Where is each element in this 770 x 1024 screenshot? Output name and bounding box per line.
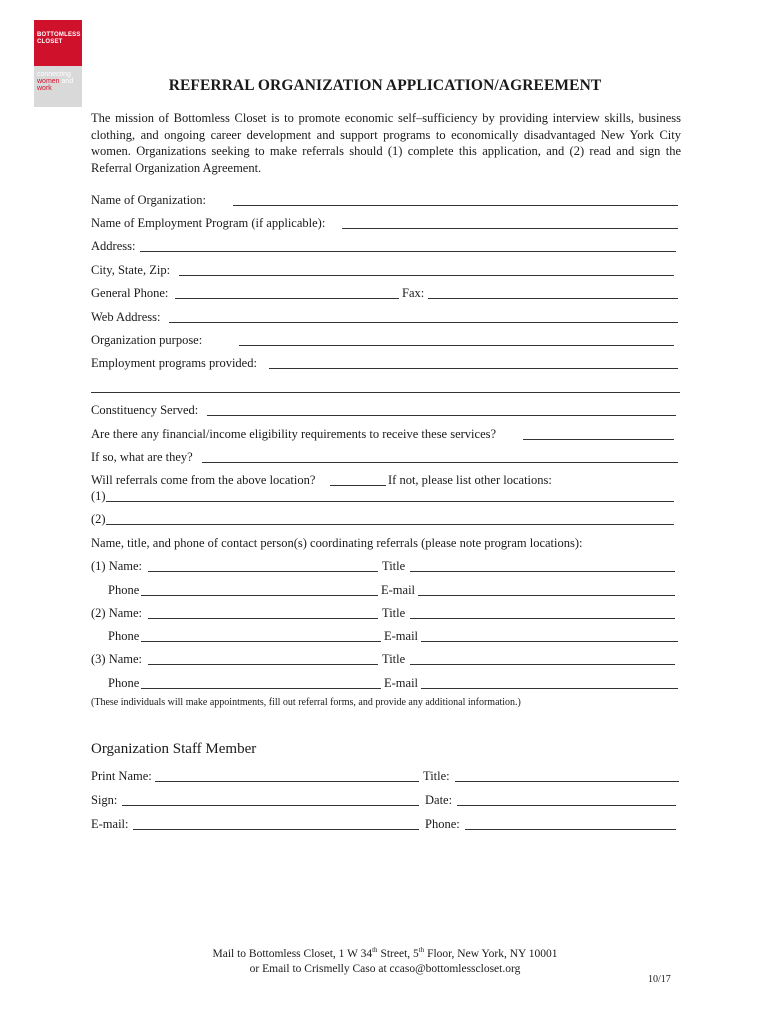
phone-fax-row — [91, 285, 681, 301]
org-name-row — [91, 192, 681, 208]
logo-tagline-and: and — [61, 78, 74, 85]
contact-1-email-field[interactable] — [418, 595, 675, 596]
location-1-field[interactable] — [106, 501, 674, 502]
staff-phone-label: Phone: — [425, 817, 460, 831]
contact-3-phone-row — [108, 675, 698, 691]
referral-location-row — [91, 472, 681, 488]
date-field[interactable] — [457, 805, 676, 806]
footer-line-1 — [0, 943, 770, 962]
sign-label: Sign: — [91, 793, 118, 807]
staff-sign-row — [91, 792, 681, 808]
form-version-code: 10/17 — [648, 974, 671, 985]
eligibility-label: Are there any financial/income eligibility requirements to receive these services? — [91, 427, 497, 441]
location-2-field[interactable] — [106, 524, 674, 525]
contacts-intro: Name, title, and phone of contact person(s) coordinating referrals (please note program locations): — [91, 536, 583, 550]
employment-program-field[interactable] — [342, 228, 678, 229]
contact-3-name-row — [91, 651, 681, 667]
contact-3-phone-field[interactable] — [141, 688, 381, 689]
print-name-field[interactable] — [155, 781, 419, 782]
footer-sup-th-2: th — [418, 946, 425, 954]
general-phone-field[interactable] — [175, 298, 399, 299]
web-address-row — [91, 309, 681, 325]
location-2-row — [91, 511, 681, 527]
staff-name-row — [91, 768, 681, 784]
address-field[interactable] — [140, 251, 676, 252]
constituency-field[interactable] — [207, 415, 676, 416]
other-locations-label: If not, please list other locations: — [388, 473, 552, 487]
city-state-zip-label: City, State, Zip: — [91, 263, 171, 277]
staff-phone-field[interactable] — [465, 829, 676, 830]
contact-3-phone-label: Phone — [108, 676, 140, 690]
eligibility-row — [91, 426, 681, 442]
city-state-zip-field[interactable] — [179, 275, 674, 276]
employment-program-label: Name of Employment Program (if applicable): — [91, 216, 326, 230]
referral-location-field[interactable] — [330, 485, 386, 486]
contact-2-email-field[interactable] — [421, 641, 678, 642]
footer-address-part-3: Floor, New York, NY 10001 — [424, 947, 558, 960]
address-row — [91, 238, 681, 254]
contact-3-title-label: Title — [382, 652, 406, 666]
city-state-zip-row — [91, 262, 681, 278]
programs-provided-label: Employment programs provided: — [91, 356, 257, 370]
contact-2-phone-row — [108, 628, 698, 644]
contact-2-name-field[interactable] — [148, 618, 378, 619]
if-so-field[interactable] — [202, 462, 678, 463]
staff-email-label: E-mail: — [91, 817, 129, 831]
contact-1-email-label: E-mail — [381, 583, 416, 597]
logo-brand-line2: CLOSET — [37, 39, 63, 45]
fax-label: Fax: — [402, 286, 425, 300]
org-purpose-label: Organization purpose: — [91, 333, 203, 347]
mission-paragraph: The mission of Bottomless Closet is to promote economic self–sufficiency by providing interview skills, business clothing, and ongoing career development and support programs to economically disadvantaged New York City women. Organizations seeking to make referrals should (1) complete this application, and (2) read and sign the Referral Organization Agreement. — [91, 111, 681, 175]
contact-1-name-field[interactable] — [148, 571, 378, 572]
contact-1-title-label: Title — [382, 559, 406, 573]
footer-address-part-1: Mail to Bottomless Closet, 1 W 34 — [212, 947, 373, 960]
contact-2-title-label: Title — [382, 606, 406, 620]
contact-1-name-label: (1) Name: — [91, 559, 143, 573]
sign-field[interactable] — [122, 805, 419, 806]
print-name-label: Print Name: — [91, 769, 152, 783]
programs-provided-field-2[interactable] — [91, 392, 680, 393]
fax-field[interactable] — [428, 298, 678, 299]
address-label: Address: — [91, 239, 136, 253]
location-1-label: (1) — [91, 489, 106, 503]
if-so-row — [91, 449, 681, 465]
programs-provided-field[interactable] — [269, 368, 678, 369]
footer-sup-th-1: th — [372, 946, 378, 954]
date-label: Date: — [425, 793, 453, 807]
logo-tagline-1: connecting — [37, 71, 71, 78]
contact-2-phone-field[interactable] — [141, 641, 381, 642]
constituency-row — [91, 402, 681, 418]
employment-program-row — [91, 215, 681, 231]
contact-3-name-field[interactable] — [148, 664, 378, 665]
contact-1-phone-field[interactable] — [141, 595, 378, 596]
contact-3-email-field[interactable] — [421, 688, 678, 689]
contacts-intro-row — [91, 535, 681, 551]
general-phone-label: General Phone: — [91, 286, 169, 300]
contact-3-email-label: E-mail — [384, 676, 419, 690]
contact-2-title-field[interactable] — [410, 618, 675, 619]
programs-provided-row — [91, 355, 681, 371]
contact-2-email-label: E-mail — [384, 629, 419, 643]
web-address-label: Web Address: — [91, 310, 161, 324]
staff-email-row — [91, 816, 681, 832]
if-so-label: If so, what are they? — [91, 450, 193, 464]
footer-address-part-2: Street, 5 — [377, 947, 419, 960]
contacts-note: (These individuals will make appointments, fill out referral forms, and provide any additional information.) — [91, 697, 521, 708]
web-address-field[interactable] — [169, 322, 678, 323]
org-purpose-row — [91, 332, 681, 348]
eligibility-field[interactable] — [523, 439, 674, 440]
footer-mailing-info — [0, 943, 770, 977]
page-title: REFERRAL ORGANIZATION APPLICATION/AGREEMENT — [168, 77, 602, 94]
logo-brand-line1: BOTTOMLESS — [37, 32, 81, 38]
constituency-label: Constituency Served: — [91, 403, 199, 417]
contact-1-name-row — [91, 558, 681, 574]
contact-1-phone-row — [108, 582, 698, 598]
programs-provided-row-2 — [91, 379, 681, 395]
staff-title-label: Title: — [423, 769, 450, 783]
contact-2-name-label: (2) Name: — [91, 606, 143, 620]
contact-2-phone-label: Phone — [108, 629, 140, 643]
staff-title-field[interactable] — [455, 781, 679, 782]
staff-member-heading: Organization Staff Member — [91, 741, 257, 757]
org-name-label: Name of Organization: — [91, 193, 207, 207]
org-name-field[interactable] — [233, 205, 678, 206]
contact-1-phone-label: Phone — [108, 583, 140, 597]
referral-location-label: Will referrals come from the above location? — [91, 473, 316, 487]
contact-3-name-label: (3) Name: — [91, 652, 143, 666]
contact-2-name-row — [91, 605, 681, 621]
footer-line-2: or Email to Crismelly Caso at ccaso@bottomlesscloset.org — [249, 962, 521, 975]
location-1-row — [91, 488, 681, 504]
logo-tagline-women: women — [37, 78, 60, 85]
contact-3-title-field[interactable] — [410, 664, 675, 665]
org-purpose-field[interactable] — [239, 345, 674, 346]
logo-tagline-work: work — [37, 85, 52, 92]
logo-red-block — [34, 20, 82, 66]
contact-1-title-field[interactable] — [410, 571, 675, 572]
staff-email-field[interactable] — [133, 829, 419, 830]
location-2-label: (2) — [91, 512, 106, 526]
